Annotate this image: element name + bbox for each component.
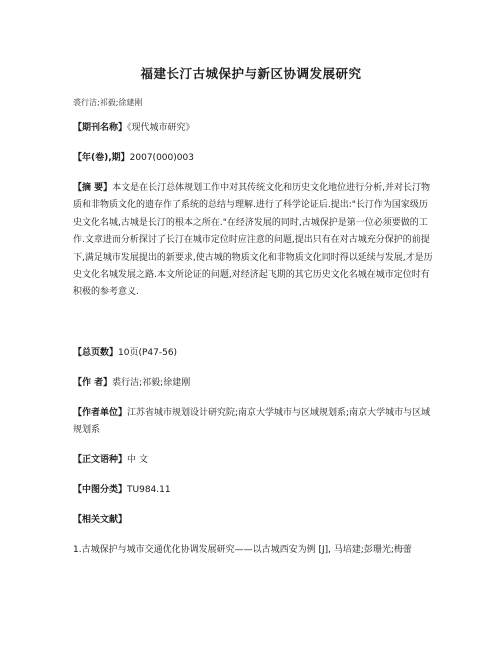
affiliation-value: 江苏省城市规划设计研究院;南京大学城市与区域规划系;南京大学城市与区域规划系 [73,408,431,436]
year-issue-value: 2007(000)003 [129,153,194,163]
journal-field [73,120,435,137]
classification-value: TU984.11 [127,485,171,495]
authors-line: 裘行洁;祁毅;徐建刚 [73,98,143,107]
reference-item[interactable]: 1.古城保护与城市交通优化协调发展研究——以古城西安为例 [J], 马培建;彭珊光;梅蕾 [73,545,412,555]
language-field [73,452,435,469]
journal-value: 《现代城市研究》 [127,123,195,133]
abstract-text: 本文是在长汀总体规划工作中对其传统文化和历史文化地位进行分析,并对长汀物质和非物质文化的遗存作了系统的总结与理解.进行了科学论证后.提出:"长汀作为国家级历史文化名城,古城是长汀的根本之所在."在经济发展的同时,古城保护是第一位必须要做的工作.文章进而分析探讨了长汀在城市定位时应注意的问题,提出只有在对古城充分保护的前提下,满足城市发展提出的新要求,使古城的物质文化和非物质文化同时得以延续与发展,才是历史文化名城发展之路.本文所论证的问题,对经济起飞期的其它历史文化名城在城市定位时有积极的参考意义. [73,183,433,298]
classification-label: 【中图分类】 [73,485,128,495]
language-label: 【正文语种】 [73,455,128,465]
authors-label: 【作 者】 [73,378,113,388]
abstract-field [73,180,435,302]
authors-field [73,375,435,392]
year-issue-label: 【年(卷),期】 [73,153,130,163]
abstract-label: 【摘 要】 [73,183,113,193]
language-value: 中 文 [127,455,148,465]
affiliation-field [73,405,435,440]
classification-field [73,482,435,499]
journal-label: 【期刊名称】 [73,123,128,133]
related-field [73,512,435,529]
page-title: 福建长汀古城保护与新区协调发展研究 [140,66,362,81]
authors-value: 裘行洁;祁毅;徐建刚 [112,378,191,388]
pages-field [73,345,435,362]
pages-label: 【总页数】 [73,348,119,358]
related-label: 【相关文献】 [73,515,128,525]
pages-value: 10页(P47-56) [118,348,178,358]
affiliation-label: 【作者单位】 [73,408,128,418]
year-issue-field [73,150,435,167]
